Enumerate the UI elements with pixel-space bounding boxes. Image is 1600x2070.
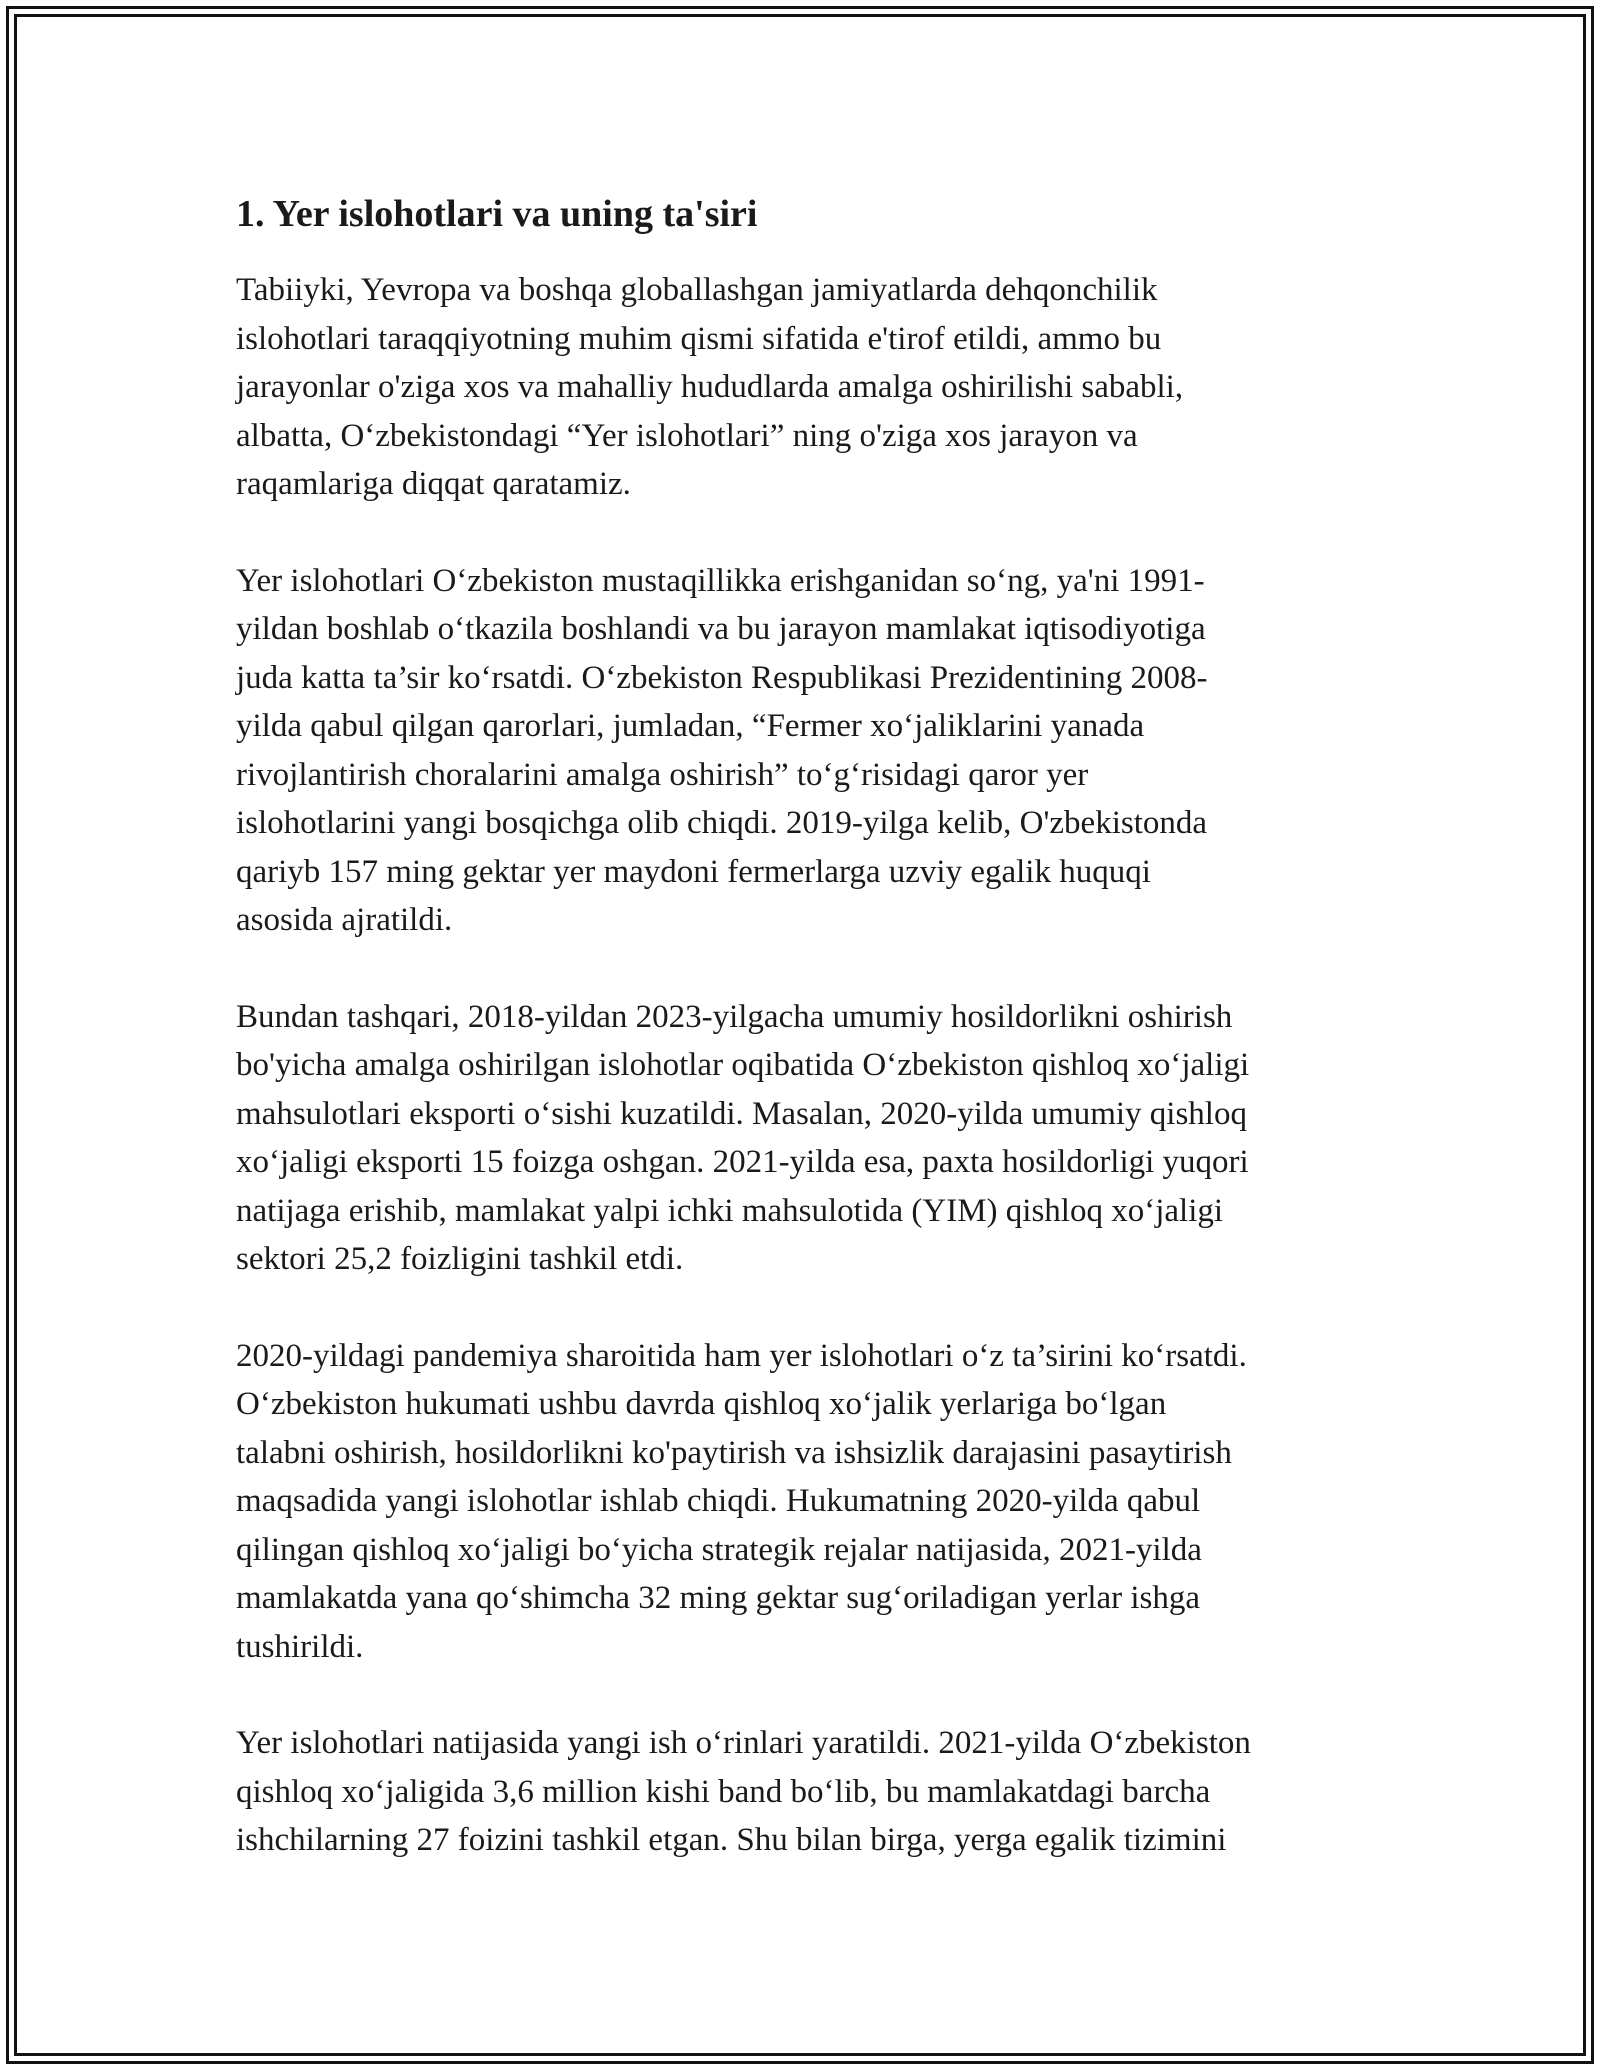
paragraph-4 (236, 1332, 1366, 1672)
text-line: albatta, O‘zbekistondagi “Yer islohotlari” ning o'ziga xos jarayon va (236, 417, 1138, 454)
paragraph-1 (236, 266, 1366, 509)
text-line: Yer islohotlari natijasida yangi ish o‘rinlari yaratildi. 2021-yilda O‘zbekiston (236, 1725, 1251, 1761)
text-line: Yer islohotlari O‘zbekiston mustaqillikka erishganidan so‘ng, ya'ni 1991- (236, 562, 1205, 599)
text-line: ishchilarning 27 foizini tashkil etgan. Shu bilan birga, yerga egalik tizimini (236, 1822, 1227, 1858)
text-line: islohotlarini yangi bosqichga olib chiqdi. 2019-yilga kelib, O'zbekistonda (236, 805, 1208, 841)
document-body (236, 188, 1366, 1913)
text-line: Bundan tashqari, 2018-yildan 2023-yilgacha umumiy hosildorlikni oshirish (236, 998, 1233, 1035)
paragraph-2 (236, 557, 1366, 945)
text-line: Tabiiyki, Yevropa va boshqa globallashgan jamiyatlarda dehqonchilik (236, 272, 1158, 308)
text-line: asosida ajratildi. (236, 902, 453, 938)
text-line: tushirildi. (236, 1628, 364, 1665)
text-line: maqsadida yangi islohotlar ishlab chiqdi. Hukumatning 2020-yilda qabul (236, 1483, 1201, 1519)
text-line: natijaga erishib, mamlakat yalpi ichki mahsulotida (YIM) qishloq xo‘jaligi (236, 1192, 1224, 1229)
text-line: juda katta ta’sir ko‘rsatdi. O‘zbekiston Respublikasi Prezidentining 2008- (236, 659, 1208, 696)
paragraph-3 (236, 993, 1366, 1284)
section-heading: 1. Yer islohotlari va uning ta'siri (236, 193, 758, 235)
text-line: mahsulotlari eksporti o‘sishi kuzatildi. Masalan, 2020-yilda umumiy qishloq (236, 1095, 1247, 1132)
text-line: talabni oshirish, hosildorlikni ko'paytirish va ishsizlik darajasini pasaytirish (236, 1434, 1232, 1471)
text-line: qariyb 157 ming gektar yer maydoni fermerlarga uzviy egalik huquqi (236, 853, 1151, 890)
text-line: jarayonlar o'ziga xos va mahalliy hududlarda amalga oshirilishi sababli, (236, 369, 1184, 405)
text-line: rivojlantirish choralarini amalga oshirish” to‘g‘risidagi qaror yer (236, 756, 1089, 793)
text-line: sektori 25,2 foizligini tashkil etdi. (236, 1241, 684, 1277)
text-line: xo‘jaligi eksporti 15 foizga oshgan. 2021-yilda esa, paxta hosildorligi yuqori (236, 1144, 1249, 1180)
text-line: 2020-yildagi pandemiya sharoitida ham yer islohotlari o‘z ta’sirini ko‘rsatdi. (236, 1337, 1247, 1374)
text-line: qishloq xo‘jaligida 3,6 million kishi band bo‘lib, bu mamlakatdagi barcha (236, 1773, 1211, 1810)
text-line: yilda qabul qilgan qarorlari, jumladan, “Fermer xo‘jaliklarini yanada (236, 708, 1145, 744)
text-line: raqamlariga diqqat qaratamiz. (236, 466, 631, 502)
text-line: bo'yicha amalga oshirilgan islohotlar oqibatida O‘zbekiston qishloq xo‘jaligi (236, 1047, 1250, 1083)
text-line: islohotlari taraqqiyotning muhim qismi sifatida e'tirof etildi, ammo bu (236, 320, 1162, 357)
text-line: O‘zbekiston hukumati ushbu davrda qishloq xo‘jalik yerlariga bo‘lgan (236, 1386, 1167, 1422)
paragraph-5 (236, 1719, 1366, 1865)
text-line: qilingan qishloq xo‘jaligi bo‘yicha strategik rejalar natijasida, 2021-yilda (236, 1531, 1202, 1568)
text-line: mamlakatda yana qo‘shimcha 32 ming gektar sug‘oriladigan yerlar ishga (236, 1580, 1201, 1616)
text-line: yildan boshlab o‘tkazila boshlandi va bu jarayon mamlakat iqtisodiyotiga (236, 611, 1206, 647)
